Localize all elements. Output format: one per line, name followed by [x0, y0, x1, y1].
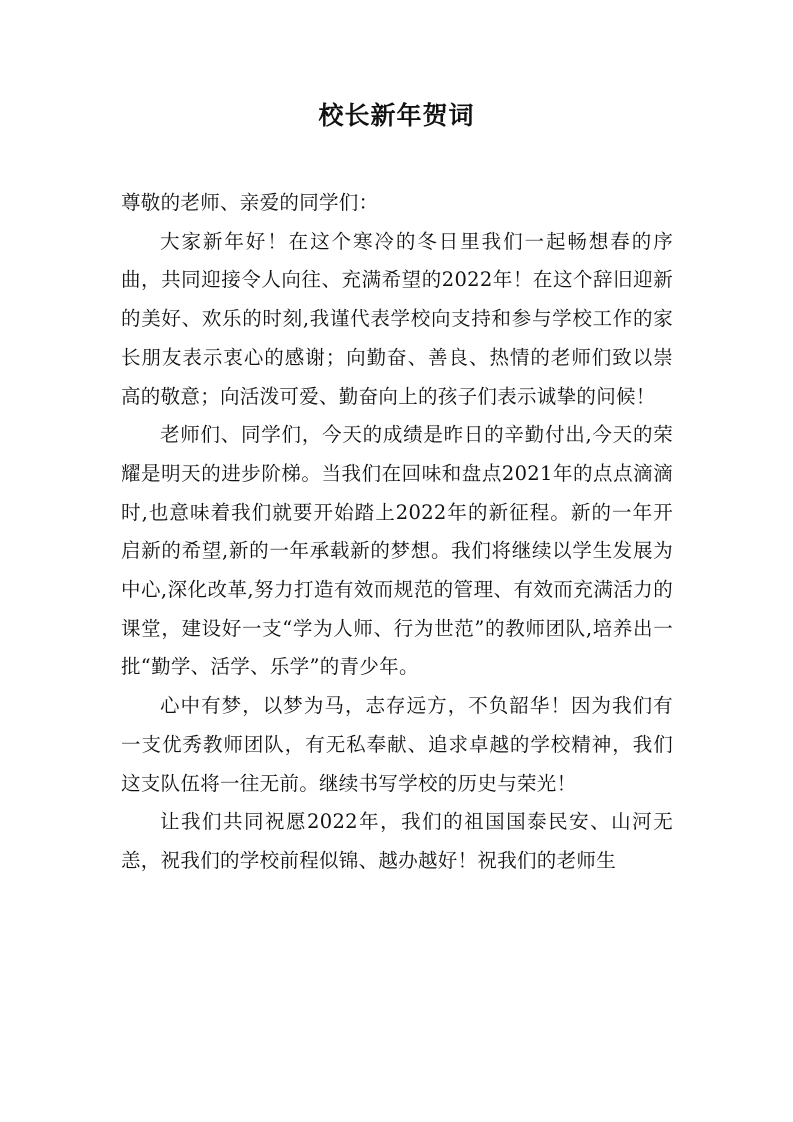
paragraph-wishes: 让我们共同祝愿2022年，我们的祖国国泰民安、山河无恙，祝我们的学校前程似锦、越办越好！祝我们的老师生 — [121, 810, 673, 872]
paragraph-review: 老师们、同学们，今天的成绩是昨日的辛勤付出,今天的荣耀是明天的进步阶梯。当我们在回味和盘点2021年的点点滴滴时,也意味着我们就要开始踏上2022年的新征程。新的一年开启新的希望,新的一年承载新的梦想。我们将继续以学生发展为中心,深化改革,努力打造有效而规范的管理、有效而充满活力的课堂，建设好一支“学为人师、行为世范”的教师团队,培养出一批“勤学、活学、乐学”的青少年。 — [121, 423, 673, 679]
paragraph-dream: 心中有梦，以梦为马，志存远方，不负韶华！因为我们有一支优秀教师团队，有无私奉献、追求卓越的学校精神，我们这支队伍将一往无前。继续书写学校的历史与荣光！ — [121, 694, 673, 795]
salutation: 尊敬的老师、亲爱的同学们： — [121, 191, 379, 214]
document-title: 校长新年贺词 — [318, 101, 475, 130]
document-body — [121, 184, 673, 881]
paragraph-greeting: 大家新年好！在这个寒冷的冬日里我们一起畅想春的序曲，共同迎接令人向往、充满希望的2022年！在这个辞旧迎新的美好、欢乐的时刻,我谨代表学校向支持和参与学校工作的家长朋友表示衷心的感谢；向勤奋、善良、热情的老师们致以崇高的敬意；向活泼可爱、勤奋向上的孩子们表示诚挚的问候！ — [121, 229, 673, 408]
